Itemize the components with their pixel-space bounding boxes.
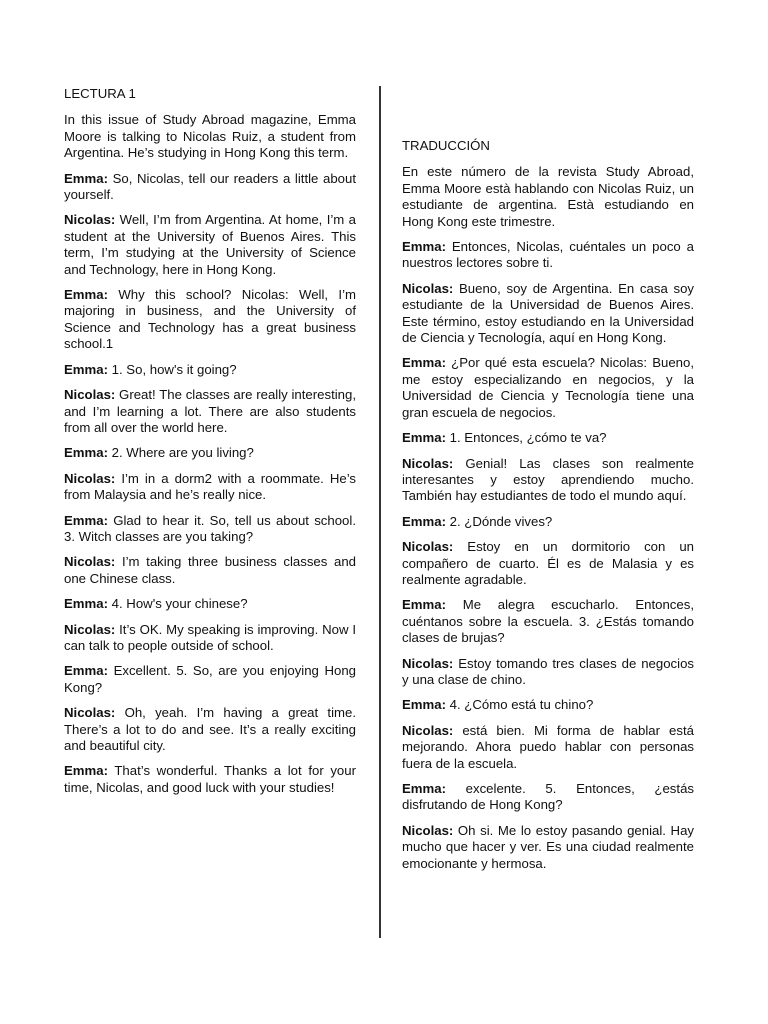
speaker-label: Emma: [64, 361, 108, 377]
speaker-label: Nicolas: [64, 705, 116, 721]
speaker-label: Nicolas: [402, 655, 454, 671]
dialogue-paragraph: Nicolas: Oh, yeah. I’m having a great time. There’s a lot to do and see. It’s a really exciting and beautiful city. [64, 705, 356, 753]
dialogue-paragraph: Nicolas: Genial! Las clases son realmente interesantes y estoy aprendiendo mucho. También hay estudiantes de todo el mundo aquí. [402, 455, 694, 504]
dialogue-paragraph: Nicolas: It’s OK. My speaking is improving. Now I can talk to people outside of school. [64, 621, 356, 653]
speaker-label: Nicolas: [402, 539, 454, 555]
dialogue-paragraph: Emma: So, Nicolas, tell our readers a little about yourself. [64, 170, 356, 203]
speaker-label: Nicolas: [64, 387, 116, 403]
speaker-label: Emma: [402, 430, 446, 446]
speaker-label: Nicolas: [64, 470, 116, 486]
speaker-label: Emma: [402, 513, 446, 529]
speaker-label: Nicolas: [402, 722, 454, 738]
dialogue-paragraph: Emma: ¿Por qué esta escuela? Nicolas: Bueno, me estoy especializando en negocios, y la Universidad de Ciencia y Tecnología tiene una gran escuela de negocios. [402, 355, 694, 420]
dialogue-paragraph: Nicolas: Bueno, soy de Argentina. En casa soy estudiante de la Universidad de Buenos Aires. Este término, estoy estudiando en la Universidad de Ciencia y Tecnología, aquí en Hong Kong. [402, 280, 694, 346]
speaker-label: Emma: [402, 697, 446, 713]
dialogue-paragraph: Emma: 1. So, how's it going? [64, 361, 237, 377]
dialogue-paragraph: Nicolas: Well, I’m from Argentina. At home, I’m a student at the University of Buenos Aires. This term, I’m studying at the University of Science and Technology, here in Hong Kong. [64, 212, 356, 277]
speaker-label: Nicolas: [402, 822, 454, 838]
translation-title: TRADUCCIÓN [402, 138, 490, 153]
speaker-label: Nicolas: [64, 621, 116, 637]
dialogue-paragraph: Emma: 2. Where are you living? [64, 445, 254, 461]
speaker-label: Emma: [402, 781, 446, 796]
speaker-label: Emma: [402, 355, 446, 371]
dialogue-paragraph: Emma: Why this school? Nicolas: Well, I’m majoring in business, and the University of Science and Technology has a great business school.1 [64, 287, 356, 352]
dialogue-paragraph: Emma: That’s wonderful. Thanks a lot for your time, Nicolas, and good luck with your studies! [64, 763, 356, 795]
speaker-label: Nicolas: [402, 455, 454, 471]
dialogue-paragraph: Emma: 4. How's your chinese? [64, 596, 248, 612]
english-paragraph-list [64, 112, 356, 796]
dialogue-paragraph: Emma: 2. ¿Dónde vives? [402, 513, 553, 529]
dialogue-paragraph: Emma: 1. Entonces, ¿cómo te va? [402, 430, 607, 446]
intro-paragraph: In this issue of Study Abroad magazine, Emma Moore is talking to Nicolas Ruiz, a student from Argentina. He’s studying in Hong Kong this term. [64, 112, 356, 161]
dialogue-paragraph: Nicolas: está bien. Mi forma de hablar está mejorando. Ahora puedo hablar con personas fuera de la escuela. [402, 722, 694, 771]
dialogue-paragraph: Nicolas: Oh si. Me lo estoy pasando genial. Hay mucho que hacer y ver. Es una ciudad realmente emocionante y hermosa. [402, 822, 694, 871]
dialogue-paragraph: Nicolas: Great! The classes are really interesting, and I’m learning a lot. There are also students from all over the world here. [64, 387, 356, 435]
speaker-label: Nicolas: [64, 212, 116, 228]
dialogue-paragraph: Emma: Me alegra escucharlo. Entonces, cuéntanos sobre la escuela. 3. ¿Estás tomando clases de brujas? [402, 597, 694, 646]
dialogue-paragraph: Nicolas: Estoy en un dormitorio con un compañero de cuarto. Él es de Malasia y es realmente agradable. [402, 539, 694, 587]
reading-title: LECTURA 1 [64, 86, 136, 101]
speaker-label: Emma: [402, 239, 446, 255]
speaker-label: Emma: [64, 596, 108, 612]
speaker-label: Emma: [64, 663, 108, 679]
dialogue-paragraph: Emma: Excellent. 5. So, are you enjoying Hong Kong? [64, 663, 356, 695]
column-divider [379, 86, 381, 938]
speaker-label: Emma: [64, 445, 108, 461]
spanish-paragraph-list [402, 164, 694, 872]
english-reading-column [64, 86, 356, 805]
dialogue-paragraph: Nicolas: Estoy tomando tres clases de negocios y una clase de chino. [402, 655, 694, 687]
speaker-label: Emma: [64, 763, 108, 779]
dialogue-paragraph: Emma: excelente. 5. Entonces, ¿estás disfrutando de Hong Kong? [402, 781, 694, 813]
dialogue-paragraph: Nicolas: I’m taking three business classes and one Chinese class. [64, 554, 356, 586]
speaker-label: Nicolas: [402, 280, 454, 296]
speaker-label: Emma: [64, 512, 108, 528]
speaker-label: Emma: [64, 170, 108, 186]
dialogue-paragraph: Nicolas: I’m in a dorm2 with a roommate. He’s from Malaysia and he’s really nice. [64, 470, 356, 503]
dialogue-paragraph: Emma: Entonces, Nicolas, cuéntales un poco a nuestros lectores sobre ti. [402, 239, 694, 271]
intro-paragraph: En este número de la revista Study Abroad, Emma Moore està hablando con Nicolas Ruiz, un estudiante de argentina. Està estudiando en Hong Kong este trimestre. [402, 164, 694, 229]
spanish-translation-column [402, 138, 694, 881]
speaker-label: Emma: [64, 287, 108, 303]
dialogue-paragraph: Emma: 4. ¿Cómo está tu chino? [402, 697, 594, 713]
speaker-label: Emma: [402, 597, 446, 613]
speaker-label: Nicolas: [64, 554, 116, 570]
dialogue-paragraph: Emma: Glad to hear it. So, tell us about school. 3. Witch classes are you taking? [64, 512, 356, 544]
